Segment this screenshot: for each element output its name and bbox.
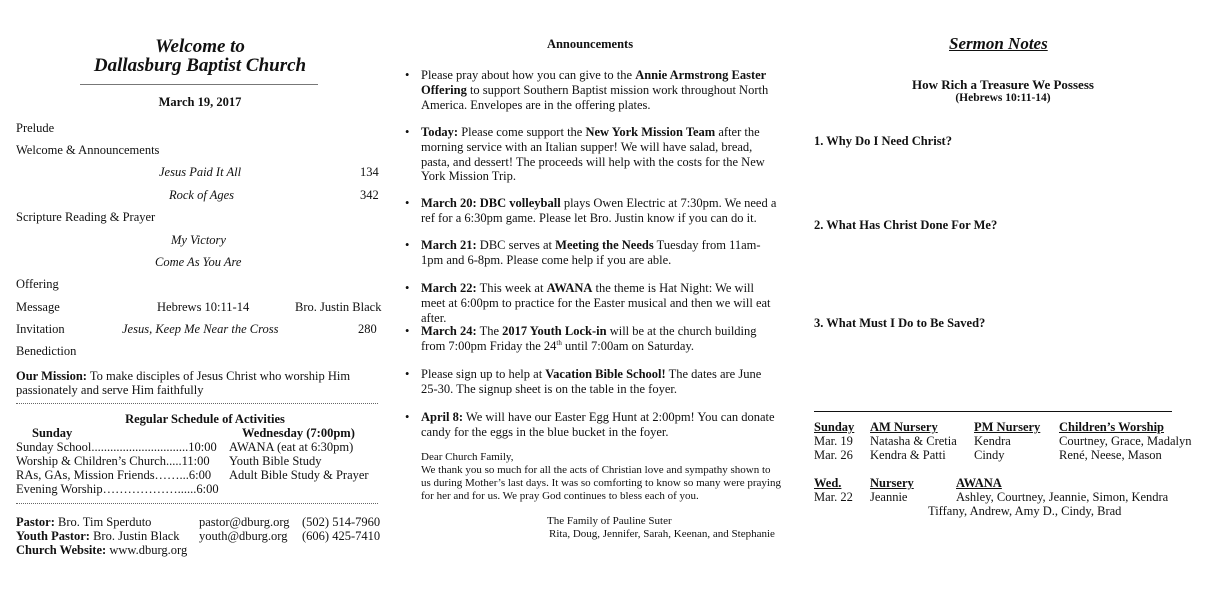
sermon-title: How Rich a Treasure We Possess xyxy=(912,77,1094,92)
nursery-divider xyxy=(814,411,1172,412)
youth-pastor-label: Youth Pastor: xyxy=(16,529,90,543)
schedule-wednesday-item: Youth Bible Study xyxy=(229,454,322,468)
order-message-speaker: Bro. Justin Black xyxy=(295,300,382,314)
order-offering: Offering xyxy=(16,277,59,291)
order-prelude: Prelude xyxy=(16,121,55,135)
contact-pastor xyxy=(16,515,151,530)
bullet-icon: • xyxy=(405,367,410,381)
table-cell: Mar. 26 xyxy=(814,448,853,462)
bullet-icon: • xyxy=(405,196,410,210)
bullet-icon: • xyxy=(405,410,410,424)
announcement-item: • March 22: This week at AWANA the theme is Hat Night: We will meet at 6:00pm to practice for the Easter musical and then we will eat after. xyxy=(405,281,771,325)
table-cell: Kendra & Patti xyxy=(870,448,946,462)
bullet-icon: • xyxy=(405,125,410,139)
sermon-reference: (Hebrews 10:11-14) xyxy=(955,92,1051,104)
wed-header: Wed. xyxy=(814,476,842,490)
schedule-wednesday-item: Adult Bible Study & Prayer xyxy=(229,468,369,482)
bullet-icon: • xyxy=(405,281,410,295)
contact-youth-pastor xyxy=(16,529,180,544)
thank-you-signature-1: The Family of Pauline Suter xyxy=(547,515,672,527)
order-welcome: Welcome & Announcements xyxy=(16,143,160,157)
hymn-1-number: 134 xyxy=(360,165,379,179)
table-cell: Tiffany, Andrew, Amy D., Cindy, Brad xyxy=(928,504,1122,518)
sermon-point-2: 2. What Has Christ Done For Me? xyxy=(814,218,998,232)
announcement-item: • Today: Please come support the New York Mission Team after the morning service with an Italian supper! We will have salad, bread, pasta, and dessert! The proceeds will help with the costs for the New York Mission Trip. xyxy=(405,125,765,184)
thank-you-signature-2: Rita, Doug, Jennifer, Sarah, Keenan, and Stephanie xyxy=(549,528,775,540)
song-4-title: Come As You Are xyxy=(155,255,242,269)
hymn-2-number: 342 xyxy=(360,188,379,202)
welcome-title-line1: Welcome to xyxy=(155,36,245,57)
bullet-icon: • xyxy=(405,324,410,338)
pastor-phone: (502) 514-7960 xyxy=(302,515,381,529)
table-cell: Kendra xyxy=(974,434,1011,448)
announcements-title: Announcements xyxy=(546,37,634,51)
song-3-title: My Victory xyxy=(171,233,226,247)
pastor-email[interactable]: pastor@dburg.org xyxy=(199,515,290,529)
table-cell: Cindy xyxy=(974,448,1005,462)
bullet-icon: • xyxy=(405,68,410,82)
table-cell: Mar. 19 xyxy=(814,434,853,448)
mission-text-1: To make disciples of Jesus Christ who worship Him xyxy=(86,369,351,383)
title-divider xyxy=(80,84,318,85)
youth-pastor-phone: (606) 425-7410 xyxy=(302,529,381,543)
welcome-title-line2: Dallasburg Baptist Church xyxy=(93,55,307,76)
schedule-sunday-item: RAs, GAs, Mission Friends……...6:00 xyxy=(16,468,212,482)
mission-divider xyxy=(16,403,378,404)
table-cell: Mar. 22 xyxy=(814,490,853,504)
order-message-ref: Hebrews 10:11-14 xyxy=(157,300,250,314)
schedule-sunday-item: Evening Worship………………......6:00 xyxy=(16,482,219,496)
announcement-item: • Please pray about how you can give to the Annie Armstrong Easter Offering to support Southern Baptist mission work throughout North America. Envelopes are in the offering plates. xyxy=(405,68,769,112)
announcement-item: • March 21: DBC serves at Meeting the Needs Tuesday from 11am-1pm and 6-8pm. Please come help if you are able. xyxy=(405,238,761,267)
am-nursery-header: AM Nursery xyxy=(870,420,938,434)
youth-pastor-name: Bro. Justin Black xyxy=(89,529,180,543)
table-cell: Jeannie xyxy=(870,490,908,504)
schedule-divider xyxy=(16,503,378,504)
schedule-wednesday-head: Wednesday (7:00pm) xyxy=(242,426,355,440)
order-benediction: Benediction xyxy=(16,344,77,358)
table-cell: Natasha & Cretia xyxy=(870,434,957,448)
schedule-sunday-head: Sunday xyxy=(32,426,73,440)
website-label: Church Website: xyxy=(16,543,107,557)
thank-you-body: We thank you so much for all the acts of Christian love and sympathy shown to us during Mother’s last days. It was so comforting to know so many were praying for her and for us. We pray God continues to bless each of you. xyxy=(421,464,781,502)
contact-website xyxy=(16,543,187,558)
pm-nursery-header: PM Nursery xyxy=(974,420,1041,434)
order-invitation-number: 280 xyxy=(358,322,377,336)
thank-you-greeting: Dear Church Family, xyxy=(421,451,514,463)
pastor-label: Pastor: xyxy=(16,515,55,529)
sermon-point-1: 1. Why Do I Need Christ? xyxy=(814,134,952,148)
service-date: March 19, 2017 xyxy=(158,95,242,109)
schedule-sunday-item: Sunday School...............................10:00 xyxy=(16,440,217,454)
bullet-icon: • xyxy=(405,238,410,252)
sermon-point-3: 3. What Must I Do to Be Saved? xyxy=(814,316,986,330)
table-cell: Courtney, Grace, Madalyn xyxy=(1059,434,1192,448)
schedule-title: Regular Schedule of Activities xyxy=(125,412,285,426)
hymn-1-title: Jesus Paid It All xyxy=(159,165,242,179)
table-cell: René, Neese, Mason xyxy=(1059,448,1162,462)
announcement-item: • March 24: The 2017 Youth Lock-in will be at the church building from 7:00pm Friday the 24th until 7:00am on Saturday. xyxy=(405,324,757,353)
order-scripture: Scripture Reading & Prayer xyxy=(16,210,156,224)
order-invitation-label: Invitation xyxy=(16,322,65,336)
announcement-item: • March 20: DBC volleyball plays Owen Electric at 7:30pm. We need a ref for a 6:30pm game. Please let Bro. Justin know if you can do it. xyxy=(405,196,777,225)
schedule-sunday-item: Worship & Children’s Church.....11:00 xyxy=(16,454,210,468)
wed-nursery-header: Nursery xyxy=(870,476,914,490)
order-message-label: Message xyxy=(16,300,60,314)
mission-statement xyxy=(16,369,350,384)
sermon-notes-heading: Sermon Notes xyxy=(949,34,1048,53)
schedule-wednesday-item: AWANA (eat at 6:30pm) xyxy=(229,440,354,454)
announcement-item: • Please sign up to help at Vacation Bible School! The dates are June 25-30. The signup sheet is on the table in the foyer. xyxy=(405,367,762,396)
awana-header: AWANA xyxy=(956,476,1002,490)
youth-pastor-email[interactable]: youth@dburg.org xyxy=(199,529,288,543)
pastor-name: Bro. Tim Sperduto xyxy=(54,515,152,529)
sunday-header: Sunday xyxy=(814,420,855,434)
mission-label: Our Mission: xyxy=(16,369,87,383)
childrens-worship-header: Children’s Worship xyxy=(1059,420,1165,434)
announcement-item: • April 8: We will have our Easter Egg Hunt at 2:00pm! You can donate candy for the eggs in the blue bucket in the foyer. xyxy=(405,410,775,439)
order-invitation-song: Jesus, Keep Me Near the Cross xyxy=(122,322,279,336)
hymn-2-title: Rock of Ages xyxy=(169,188,235,202)
table-cell: Ashley, Courtney, Jeannie, Simon, Kendra xyxy=(956,490,1169,504)
mission-text-line2: passionately and serve Him faithfully xyxy=(16,383,204,397)
website-url[interactable]: www.dburg.org xyxy=(106,543,188,557)
